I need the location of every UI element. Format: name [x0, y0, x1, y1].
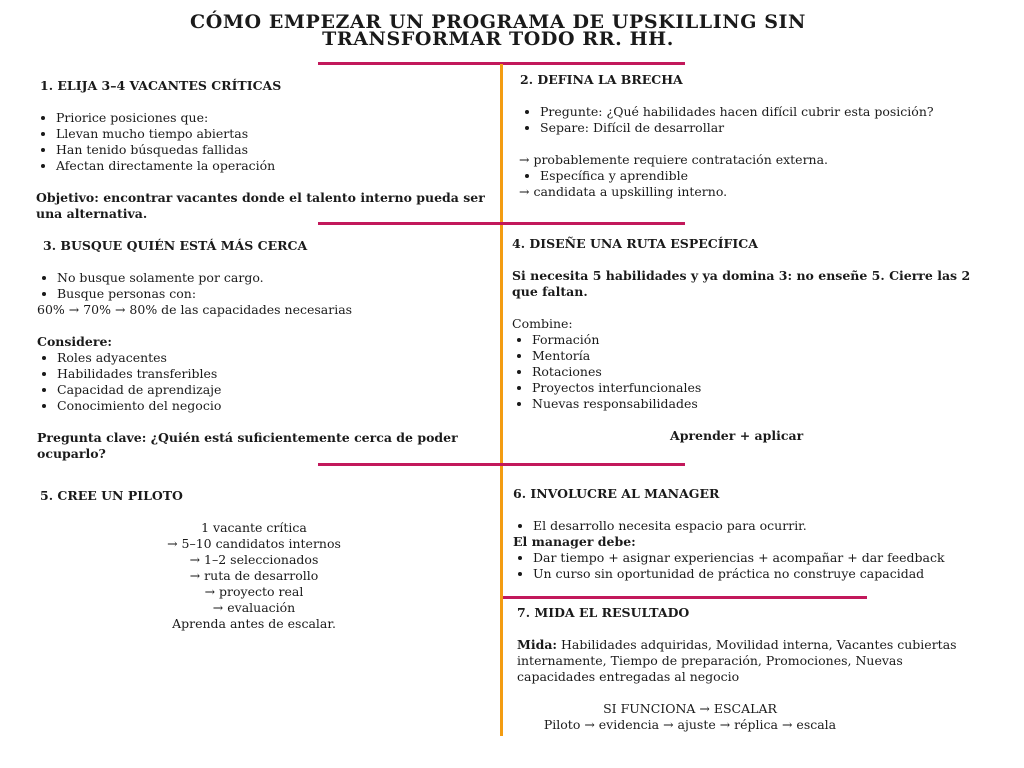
section-4-footer: Aprender + aplicar: [670, 428, 804, 443]
divider-row-1: [318, 222, 685, 225]
list-item: • Busque personas con:: [57, 286, 497, 302]
title-line-2: TRANSFORMAR TODO RR. HH.: [322, 28, 674, 50]
section-7-measure-label: Mida:: [517, 637, 558, 652]
section-1-heading: 1. ELIJA 3–4 VACANTES CRÍTICAS: [40, 78, 282, 93]
section-5-flow: [44, 520, 464, 632]
section-6: [513, 486, 983, 582]
section-3-list: [37, 270, 497, 302]
list-item: • Dar tiempo + asignar experiencias + acompañar + dar feedback: [533, 550, 983, 566]
list-item: • Llevan mucho tiempo abiertas: [56, 126, 495, 142]
section-2: [520, 72, 980, 200]
list-item: • Habilidades transferibles: [57, 366, 497, 382]
divider-row-2: [318, 463, 685, 466]
section-2-list-2: [520, 168, 980, 184]
list-item: • Han tenido búsquedas fallidas: [56, 142, 495, 158]
flow-step: → proyecto real: [204, 584, 304, 599]
section-3: [37, 238, 497, 462]
section-4-combine-label: Combine:: [512, 316, 573, 331]
list-item: • Roles adyacentes: [57, 350, 497, 366]
list-item: • Rotaciones: [532, 364, 974, 380]
section-1-list: [36, 110, 495, 174]
section-3-percent-line: 60% → 70% → 80% de las capacidades necesarias: [37, 302, 353, 317]
section-6-list: [513, 518, 983, 534]
section-4-combine-list: [512, 332, 974, 412]
divider-section-7: [503, 596, 867, 599]
page-title: [150, 11, 846, 50]
flow-step: → ruta de desarrollo: [189, 568, 319, 583]
list-item: • Priorice posiciones que:: [56, 110, 495, 126]
section-7-line-2: Piloto → evidencia → ajuste → réplica → escala: [543, 717, 837, 732]
section-1-objective: Objetivo: encontrar vacantes donde el talento interno pueda ser una alternativa.: [36, 190, 485, 221]
list-item: • No busque solamente por cargo.: [57, 270, 497, 286]
section-6-manager-label: El manager debe:: [513, 534, 636, 549]
flow-step: → evaluación: [212, 600, 296, 615]
list-item: • Capacidad de aprendizaje: [57, 382, 497, 398]
flow-step: Aprenda antes de escalar.: [172, 616, 336, 631]
list-item: • Específica y aprendible: [540, 168, 980, 184]
flow-step: → 1–2 seleccionados: [189, 552, 319, 567]
section-2-arrow-2: → candidata a upskilling interno.: [519, 184, 728, 199]
list-item: • Nuevas responsabilidades: [532, 396, 974, 412]
section-6-heading: 6. INVOLUCRE AL MANAGER: [513, 486, 720, 501]
title-line-1: CÓMO EMPEZAR UN PROGRAMA DE UPSKILLING SIN: [189, 11, 807, 33]
list-item: • El desarrollo necesita espacio para ocurrir.: [533, 518, 983, 534]
section-3-consider-label: Considere:: [37, 334, 113, 349]
flow-step: → 5–10 candidatos internos: [167, 536, 341, 551]
section-4-heading: 4. DISEÑE UNA RUTA ESPECÍFICA: [512, 236, 758, 251]
list-item: • Pregunte: ¿Qué habilidades hacen difícil cubrir esta posición?: [540, 104, 980, 120]
list-item: • Un curso sin oportunidad de práctica no construye capacidad: [533, 566, 983, 582]
section-2-arrow-1: → probablemente requiere contratación externa.: [519, 152, 829, 167]
list-item: • Conocimiento del negocio: [57, 398, 497, 414]
section-2-list: [520, 104, 980, 136]
section-5-heading: 5. CREE UN PILOTO: [40, 488, 183, 503]
flow-step: 1 vacante crítica: [201, 520, 307, 535]
section-7-heading: 7. MIDA EL RESULTADO: [517, 605, 690, 620]
list-item: • Afectan directamente la operación: [56, 158, 495, 174]
section-7-measure-text: Habilidades adquiridas, Movilidad interna, Vacantes cubiertas internamente, Tiempo de preparación, Promociones, Nuevas capacidades entregadas al negocio: [517, 637, 957, 684]
section-3-heading: 3. BUSQUE QUIÉN ESTÁ MÁS CERCA: [43, 238, 308, 253]
section-7: [517, 605, 957, 733]
section-1: [36, 78, 495, 222]
section-4-bold-text: Si necesita 5 habilidades y ya domina 3: no enseñe 5. Cierre las 2 que faltan.: [512, 268, 971, 299]
section-7-line-1: SI FUNCIONA → ESCALAR: [603, 701, 777, 716]
section-4: [512, 236, 974, 444]
section-2-heading: 2. DEFINA LA BRECHA: [520, 72, 683, 87]
divider-vertical: [500, 64, 503, 736]
section-3-key-question: Pregunta clave: ¿Quién está suficientemente cerca de poder ocuparlo?: [37, 430, 458, 461]
list-item: • Separe: Difícil de desarrollar: [540, 120, 980, 136]
section-6-manager-list: [513, 550, 983, 582]
section-5: [40, 488, 495, 632]
list-item: • Proyectos interfuncionales: [532, 380, 974, 396]
list-item: • Mentoría: [532, 348, 974, 364]
list-item: • Formación: [532, 332, 974, 348]
section-3-consider-list: [37, 350, 497, 414]
section-7-measure: [517, 637, 957, 685]
